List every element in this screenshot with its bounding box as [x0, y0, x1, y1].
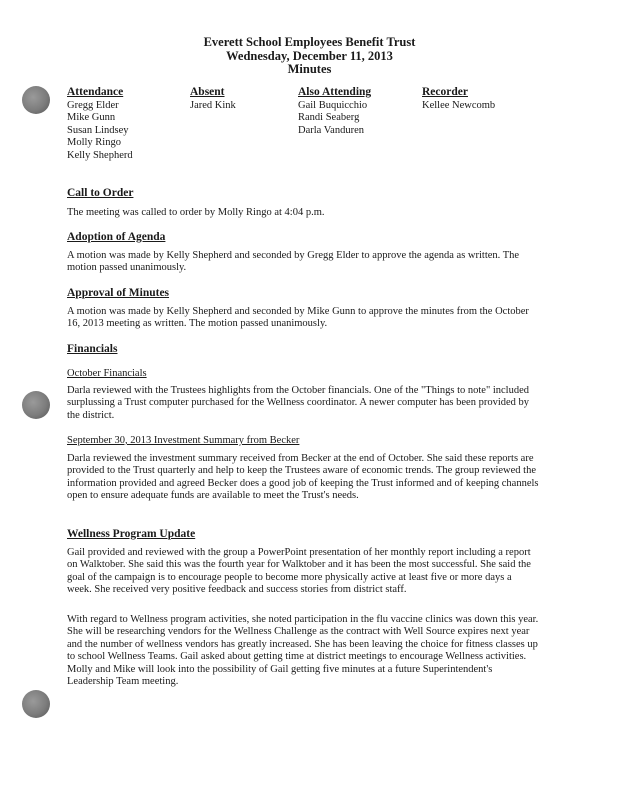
call-to-order-text: The meeting was called to order by Molly Ringo at 4:04 p.m.: [67, 207, 325, 218]
document-type: Minutes: [287, 62, 332, 76]
call-to-order-heading: Call to Order: [67, 187, 134, 199]
attendee-name: Molly Ringo: [67, 137, 121, 149]
wellness-paragraph-2: With regard to Wellness program activities, she noted participation in the flu vaccine clinics was down this year. She will be researching vendors for the Wellness Challenge as the contract with Well Source expires next year and the number of wellness vendors has greatly increased. She has been leaving the choice for fitness classes up to school Wellness Teams. Gail asked about getting time at district meetings to encourage Wellness activities. Molly and Mike will look into the possibility of Gail getting five minutes at a future Superintendent's Leadership Team meeting.: [67, 614, 539, 688]
attendee-name: Mike Gunn: [67, 112, 116, 124]
also-attending-column: [298, 86, 438, 137]
recorder-name: Kellee Newcomb: [422, 99, 496, 111]
adoption-heading: Adoption of Agenda: [67, 231, 166, 243]
binder-hole-top: [22, 86, 50, 114]
guest-name: Gail Buquicchio: [298, 99, 368, 111]
binder-hole-middle: [22, 391, 50, 419]
attendance-column: [67, 86, 207, 163]
absent-heading: Absent: [190, 86, 225, 98]
guest-name: Randi Seaberg: [298, 112, 360, 124]
october-financials-text: Darla reviewed with the Trustees highlights from the October financials. One of the "Things to note" included surplussing a Trust computer purchased for the Wellness coordinator. A newer computer has been provided by the district.: [67, 385, 530, 421]
investment-summary-text: Darla reviewed the investment summary received from Becker at the end of October. She said these reports are provided to the Trust quarterly and help to keep the Trustees aware of economic trends. The group reviewed the information provided and agreed Becker does a good job of keeping the Trust informed and of keeping channels open to ensure adequate funds are available to meet the Trust's needs.: [67, 453, 539, 502]
meeting-date: Wednesday, December 11, 2013: [226, 48, 393, 63]
october-financials-subheading: October Financials: [67, 368, 147, 379]
approval-heading: Approval of Minutes: [67, 287, 170, 299]
attendee-name: Susan Lindsey: [67, 124, 129, 136]
wellness-heading: Wellness Program Update: [67, 528, 196, 540]
absent-name: Jared Kink: [190, 99, 236, 111]
approval-text: A motion was made by Kelly Shepherd and seconded by Mike Gunn to approve the minutes from the October 16, 2013 meeting as written. The motion passed unanimously.: [67, 306, 529, 330]
binder-hole-bottom: [22, 690, 50, 718]
wellness-paragraph-1: Gail provided and reviewed with the group a PowerPoint presentation of her monthly report including a report on Walktober. She said this was the fourth year for Walktober and it has been the most successful. She said the goal of the campaign is to encourage people to become more physically active at least five or more days a week. She received very positive feedback and success stories from district staff.: [67, 547, 531, 596]
guest-name: Darla Vanduren: [298, 124, 364, 136]
attendance-heading: Attendance: [67, 86, 124, 98]
recorder-heading: Recorder: [422, 86, 468, 98]
document-header: [0, 36, 619, 77]
financials-heading: Financials: [67, 343, 118, 355]
attendee-name: Kelly Shepherd: [67, 149, 133, 161]
adoption-text: A motion was made by Kelly Shepherd and seconded by Gregg Elder to approve the agenda as written. The motion passed unanimously.: [67, 250, 520, 274]
recorder-column: [422, 86, 562, 112]
org-title: Everett School Employees Benefit Trust: [203, 35, 416, 49]
also-attending-heading: Also Attending: [298, 86, 372, 98]
attendee-name: Gregg Elder: [67, 99, 119, 111]
investment-summary-subheading: September 30, 2013 Investment Summary from Becker: [67, 435, 300, 446]
